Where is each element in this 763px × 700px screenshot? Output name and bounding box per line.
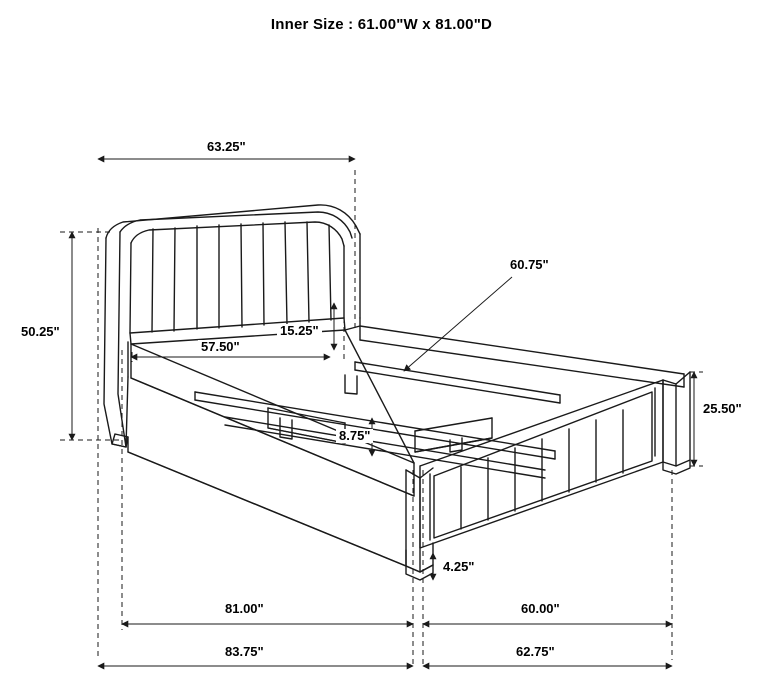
dim-rail-inner-width: 60.75" (507, 258, 552, 272)
dim-headboard-lower-panel-height: 15.25" (277, 324, 322, 338)
dim-overall-foot-width: 62.75" (513, 645, 558, 659)
page-title: Inner Size : 61.00"W x 81.00"D (270, 16, 493, 33)
dim-overall-width-top: 63.25" (204, 140, 249, 154)
dim-overall-length: 83.75" (222, 645, 267, 659)
dim-headboard-panel-width: 57.50" (198, 340, 243, 354)
dim-side-length-main: 81.00" (222, 602, 267, 616)
dim-footboard-height: 25.50" (700, 402, 745, 416)
dim-foot-clearance: 4.25" (440, 560, 477, 574)
dim-footboard-width: 60.00" (518, 602, 563, 616)
dim-headboard-height: 50.25" (18, 325, 63, 339)
dim-rail-clearance: 8.75" (336, 429, 373, 443)
